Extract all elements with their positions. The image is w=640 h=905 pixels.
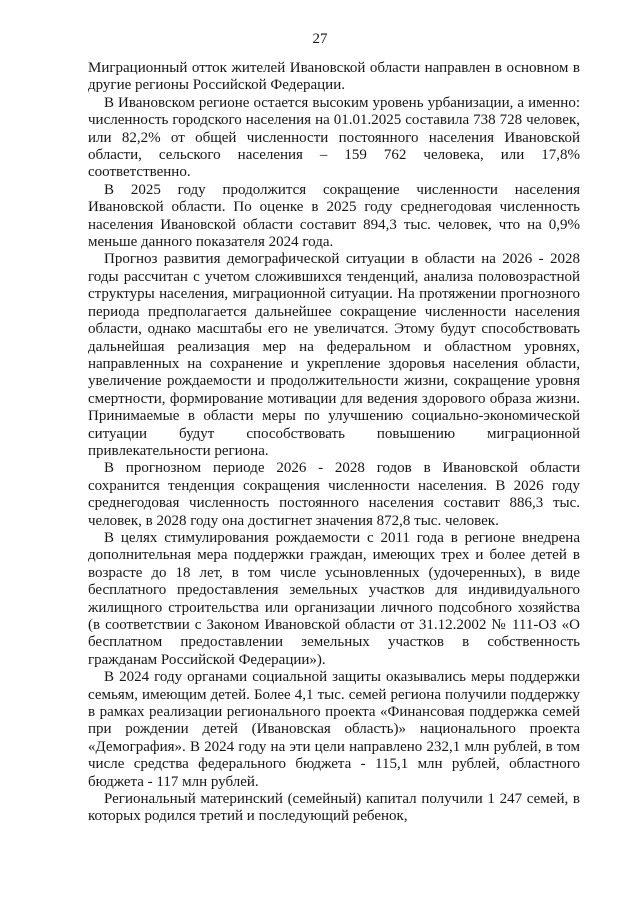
document-body [88, 60, 580, 826]
paragraph: В прогнозном периоде 2026 - 2028 годов в Ивановской области сохранится тенденция сокращения численности населения. В 2026 году среднегодовая численность постоянного населения составит 886,3 тыс. человек, в 2028 году она достигнет значения 872,8 тыс. человек. [88, 460, 580, 529]
paragraph: В 2024 году органами социальной защиты оказывались меры поддержки семьям, имеющим детей. Более 4,1 тыс. семей региона получили поддержку в рамках реализации регионального проекта «Финансовая поддержка семей при рождении детей (Ивановская область)» национального проекта «Демография». В 2024 году на эти цели направлено 232,1 млн рублей, в том числе средства федерального бюджета - 115,1 млн рублей, областного бюджета - 117 млн рублей. [88, 669, 580, 790]
paragraph: Миграционный отток жителей Ивановской области направлен в основном в другие регионы Российской Федерации. [88, 60, 580, 94]
paragraph: В целях стимулирования рождаемости с 2011 года в регионе внедрена дополнительная мера поддержки граждан, имеющих трех и более детей в возрасте до 18 лет, в том числе усыновленных (удочеренных), в виде бесплатного предоставления земельных участков для индивидуального жилищного строительства или организации личного подсобного хозяйства (в соответствии с Законом Ивановской области от 31.12.2002 № 111-ОЗ «О бесплатном предоставлении земельных участков в собственность гражданам Российской Федерации»). [88, 529, 580, 668]
paragraph: Прогноз развития демографической ситуации в области на 2026 - 2028 годы рассчитан с учетом сложившихся тенденций, анализа половозрастной структуры населения, миграционной ситуации. На протяжении прогнозного периода предполагается дальнейшее сокращение численности населения области, однако масштабы его не увеличатся. Этому будут способствовать дальнейшая реализация мер на федеральном и областном уровнях, направленных на сохранение и укрепление здоровья населения области, увеличение рождаемости и продолжительности жизни, сокращение уровня смертности, формирование мотивации для ведения здорового образа жизни. Принимаемые в области меры по улучшению социально-экономической ситуации будут способствовать повышению миграционной привлекательности региона. [88, 251, 580, 459]
page-number: 27 [312, 31, 328, 47]
paragraph: Региональный материнский (семейный) капитал получили 1 247 семей, в которых родился третий и последующий ребенок, [88, 791, 580, 825]
paragraph: В 2025 году продолжится сокращение численности населения Ивановской области. По оценке в 2025 году среднегодовая численность населения Ивановской области составит 894,3 тыс. человек, что на 0,9% меньше данного показателя 2024 года. [88, 181, 580, 251]
paragraph: В Ивановском регионе остается высоким уровень урбанизации, а именно: численность городского населения на 01.01.2025 составила 738 728 человек, или 82,2% от общей численности постоянного населения Ивановской области, сельского населения – 159 762 человека, или 17,8% соответственно. [88, 94, 580, 181]
